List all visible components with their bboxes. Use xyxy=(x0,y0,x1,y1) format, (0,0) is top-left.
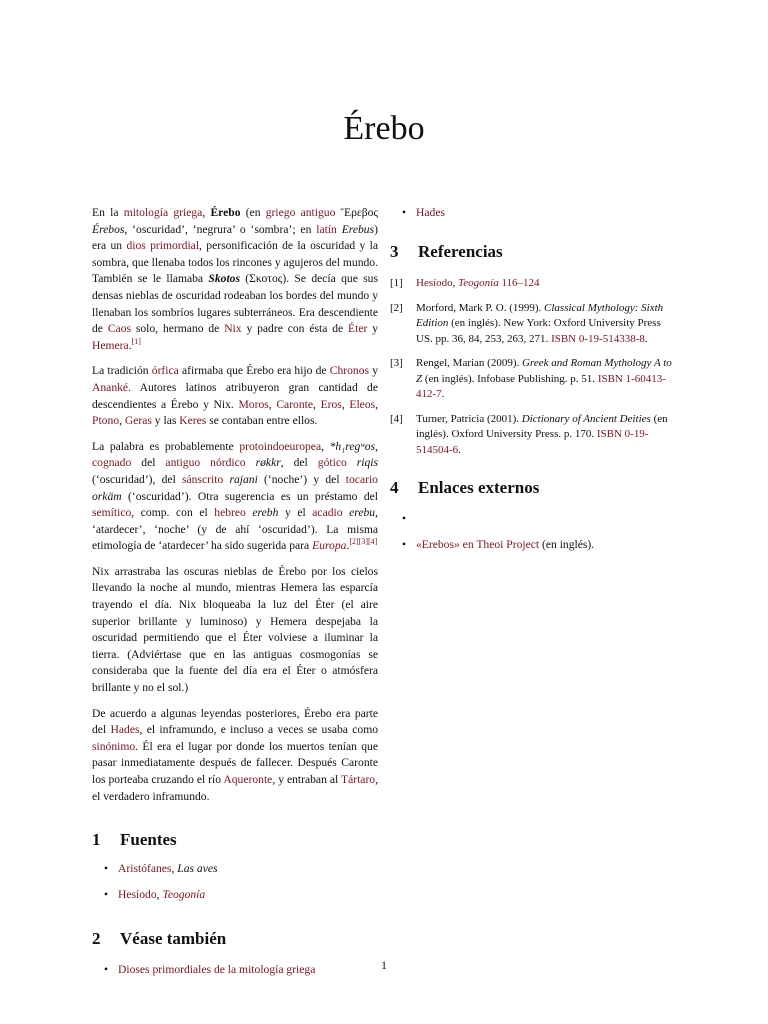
link-caos[interactable]: Caos xyxy=(107,322,131,336)
link-isbn-3[interactable]: ISBN 0-19-514504-6 xyxy=(416,428,649,456)
citation-2-3-4[interactable]: [2][3][4] xyxy=(349,537,378,547)
list-item: • «Erebos» en Theoi Project (en inglés). xyxy=(402,537,678,554)
link-eros[interactable]: Eros xyxy=(320,397,342,411)
hades-paragraph: De acuerdo a algunas leyendas posteriores, Érebo era parte del Hades, el inframundo, e incluso a veces se usaba como sinónimo. Él era el lugar por donde los muertos tenían que pasar inmediatamente después de fallecer. Después Caronte los porteaba cruzando el río Aqueronte, y entraban al Tártaro, el verdadero inframundo. xyxy=(92,706,379,803)
link-moros[interactable]: Moros xyxy=(238,397,269,411)
link-sinonimo[interactable]: sinónimo xyxy=(92,739,136,753)
link-sanscrito[interactable]: sánscrito xyxy=(182,472,224,486)
link-gotico[interactable]: gótico xyxy=(317,456,347,470)
nix-paragraph: Nix arrastraba las oscuras nieblas de Érebo por los cielos llevando la noche al mundo, mientras Hemera las esparcía trayendo el día. Nix bloqueaba la luz del Éter (el aire superior brillante y luminoso) y Hemera despejaba la oscuridad permitiendo que el Éter volviese a iluminar la tierra. (Adviértase que en las antiguas cosmogonías se consideraba que la fuente del día era el Éter o atmósfera brillante y no el sol.) xyxy=(92,564,378,695)
link-keres[interactable]: Keres xyxy=(179,414,207,428)
link-ptono[interactable]: Ptono xyxy=(92,414,120,428)
reference-item: [2] Morford, Mark P. O. (1999). Classical Mythology: Sixth Edition (en inglés). New York: Oxford University Press US. pp. 36, 84, 253, 263, 271. ISBN 0-19-514338-8. xyxy=(390,301,664,345)
link-eleos[interactable]: Eleos xyxy=(349,397,376,411)
link-orfica[interactable]: órfica xyxy=(151,364,179,378)
link-tartaro[interactable]: Tártaro xyxy=(340,773,376,786)
reference-item: [3] Rengel, Marian (2009). Greek and Roman Mythology A to Z (en inglés). Infobase Publishing. p. 51. ISBN 1-60413-412-7. xyxy=(390,357,672,401)
link-hemera[interactable]: Hemera xyxy=(92,338,129,352)
list-item xyxy=(402,205,678,222)
section-heading-fuentes: 1 Fuentes xyxy=(92,830,177,850)
link-dios-primordial[interactable]: dios primordial xyxy=(126,239,200,253)
page-number: 1 xyxy=(381,958,387,972)
fuentes-list xyxy=(92,861,378,904)
link-tocario[interactable]: tocario xyxy=(345,472,378,486)
link-erebos-theoi[interactable]: «Erebos» en Theoi Project xyxy=(416,537,540,551)
link-semitico[interactable]: semítico xyxy=(92,506,132,520)
section-heading-referencias: 3 Referencias xyxy=(390,241,503,261)
link-ananke[interactable]: Ananké xyxy=(92,380,129,394)
link-chronos[interactable]: Chronos xyxy=(329,364,370,378)
link-ref-teogonia[interactable]: Teogonía 116–124 xyxy=(458,277,540,290)
link-protoindoeuropea[interactable]: protoindoeuropea xyxy=(239,439,322,453)
link-griego-antiguo[interactable]: griego antiguo xyxy=(265,206,336,219)
vease-list-continued xyxy=(390,205,678,222)
section-heading-enlaces-externos: 4 Enlaces externos xyxy=(390,478,540,498)
orphic-paragraph: La tradición órfica afirmaba que Érebo era hijo de Chronos y Ananké. Autores latinos atribuyeron gran cantidad de descendientes a Érebo y Nix. Moros, Caronte, Eros, Eleos, Ptono, Geras y las Keres se contaban entre ellos. xyxy=(92,364,379,428)
list-item: • Aristófanes, Las aves xyxy=(104,861,378,878)
link-aqueronte[interactable]: Aqueronte xyxy=(223,773,273,786)
link-hades[interactable]: Hades xyxy=(110,723,140,737)
link-latin[interactable]: latín xyxy=(316,222,337,236)
link-caronte[interactable]: Caronte xyxy=(276,397,314,411)
link-isbn-1[interactable]: ISBN 0-19-514338-8 xyxy=(551,332,645,345)
page-title: Érebo xyxy=(343,110,425,147)
link-mitologia-griega[interactable]: mitología griega xyxy=(123,206,203,219)
link-hesiodo[interactable]: Hesíodo xyxy=(118,888,157,902)
link-eter[interactable]: Éter xyxy=(348,322,368,336)
link-nix[interactable]: Nix xyxy=(224,322,242,336)
right-column xyxy=(390,205,678,553)
link-aristofanes[interactable]: Aristófanes xyxy=(118,861,172,875)
link-europa[interactable]: Europa xyxy=(312,539,347,553)
citation-1[interactable]: [1] xyxy=(131,336,141,346)
reference-item: [1] Hesíodo, Teogonía 116–124 xyxy=(390,277,540,290)
link-isbn-2[interactable]: ISBN 1-60413-412-7 xyxy=(416,372,666,401)
references-list xyxy=(390,276,678,458)
link-geras[interactable]: Geras xyxy=(124,414,152,428)
link-dioses-primordiales[interactable]: Dioses primordiales de la mitología griega xyxy=(118,962,316,976)
external-links-list xyxy=(390,511,678,554)
section-heading-vease-tambien: 2 Véase también xyxy=(92,928,227,948)
left-column xyxy=(92,205,378,978)
reference-item: [4] Turner, Patricia (2001). Dictionary of Ancient Deities (en inglés). Oxford University Press. p. 170. ISBN 0-19-514504-6. xyxy=(390,412,668,456)
list-item: • Hesíodo, Teogonía xyxy=(104,887,378,904)
link-cognado[interactable]: cognado xyxy=(92,456,132,470)
link-ref-hesiodo[interactable]: Hesíodo xyxy=(416,277,453,290)
link-acadio[interactable]: acadio xyxy=(312,506,343,520)
list-item-empty xyxy=(402,511,678,527)
link-antiguo-nordico[interactable]: antiguo nórdico xyxy=(165,456,246,470)
link-teogonia[interactable]: Teogonía xyxy=(162,888,206,902)
intro-paragraph: En la mitología griega, Érebo (en griego antiguo Ἔρεβος Érebos, ‘oscuridad’, ‘negrura’ o ‘sombra’; en latín Erebus) era un dios primordial, personificación de la oscuridad y la sombra, que llenaba todos los rincones y agujeros del mundo. También se le llamaba Skotos (Σκοτος). Se decía que sus densas nieblas de oscuridad rodeaban los bordes del mundo y llenaban los sombríos lugares subterráneos. Era descendiente de Caos solo, hermano de Nix y padre con ésta de Éter y Hemera.[1] xyxy=(92,206,379,352)
link-hebreo[interactable]: hebreo xyxy=(214,506,246,520)
link-hades-list[interactable]: Hades xyxy=(416,206,445,219)
etymology-paragraph: La palabra es probablemente protoindoeuropea, *h₁regʷos, cognado del antiguo nórdico røkkr, del gótico riqis (‘oscuridad’), del sánscrito rajani (‘noche’) y del tocario orkäm (‘oscuridad’). Otra sugerencia es un préstamo del semítico, comp. con el hebreo erebh y el acadio erebu, ‘atardecer’, ‘noche’ (y de ahí ‘oscuridad’). La misma etimología de ‘atardecer’ ha sido sugerida para Europa.[2][3][4] xyxy=(92,439,379,553)
